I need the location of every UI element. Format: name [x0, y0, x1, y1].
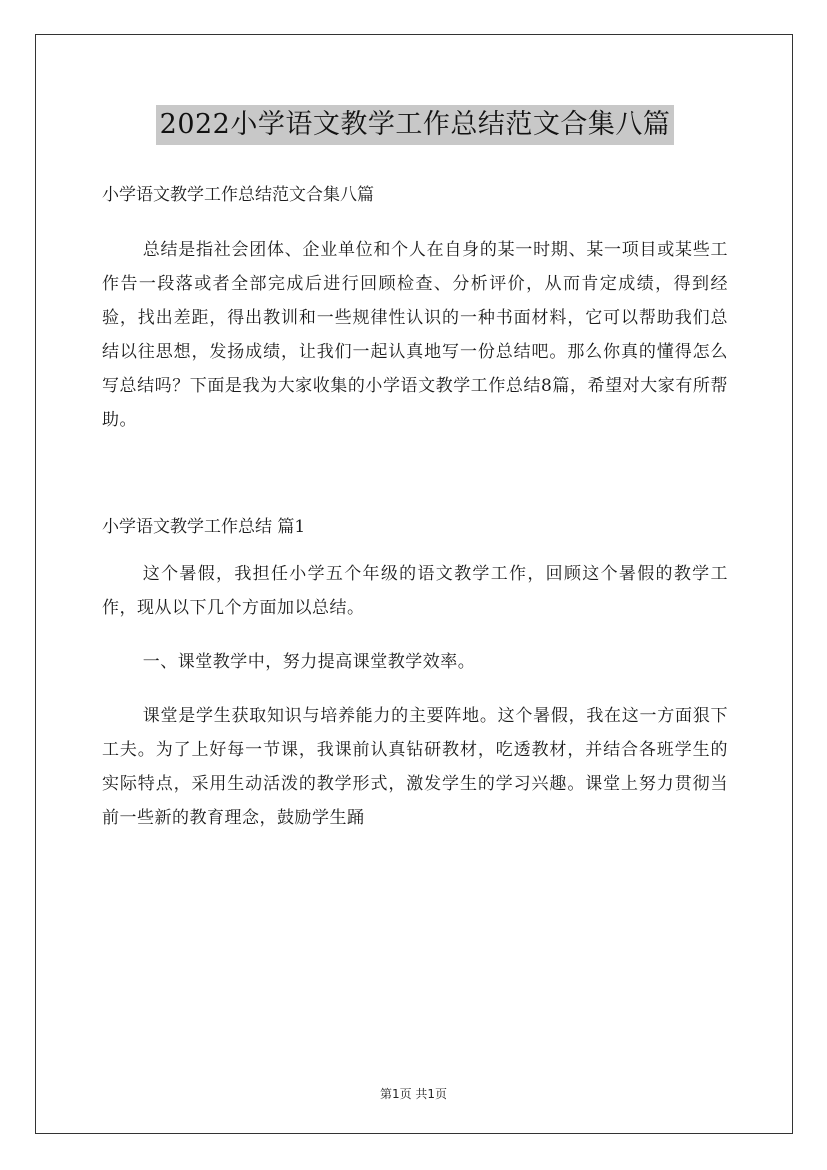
body-paragraph-3: 课堂是学生获取知识与培养能力的主要阵地。这个暑假，我在这一方面狠下工夫。为了上好每一节课，我课前认真钻研教材，吃透教材，并结合各班学生的实际特点，采用生动活泼的教学形式，激发学生的学习兴趣。课堂上努力贯彻当前一些新的教育理念，鼓励学生踊 — [102, 706, 728, 828]
document-title: 2022小学语文教学工作总结范文合集八篇 — [156, 105, 675, 145]
document-subtitle: 小学语文教学工作总结范文合集八篇 — [102, 185, 374, 205]
intro-paragraph: 总结是指社会团体、企业单位和个人在自身的某一时期、某一项目或某些工作告一段落或者全部完成后进行回顾检查、分析评价，从而肯定成绩，得到经验，找出差距，得出教训和一些规律性认识的一种书面材料，它可以帮助我们总结以往思想，发扬成绩，让我们一起认真地写一份总结吧。那么你真的懂得怎么写总结吗？下面是我为大家收集的小学语文教学工作总结8篇，希望对大家有所帮助。 — [102, 240, 728, 430]
body-paragraph-1: 这个暑假，我担任小学五个年级的语文教学工作，回顾这个暑假的教学工作，现从以下几个方面加以总结。 — [102, 564, 728, 618]
page-footer: 第1页 共1页 — [379, 1087, 448, 1101]
section-heading: 小学语文教学工作总结 篇1 — [102, 517, 306, 537]
title-wrap — [102, 105, 728, 145]
document-body — [102, 95, 728, 835]
body-paragraph-2: 一、课堂教学中，努力提高课堂教学效率。 — [142, 652, 476, 672]
